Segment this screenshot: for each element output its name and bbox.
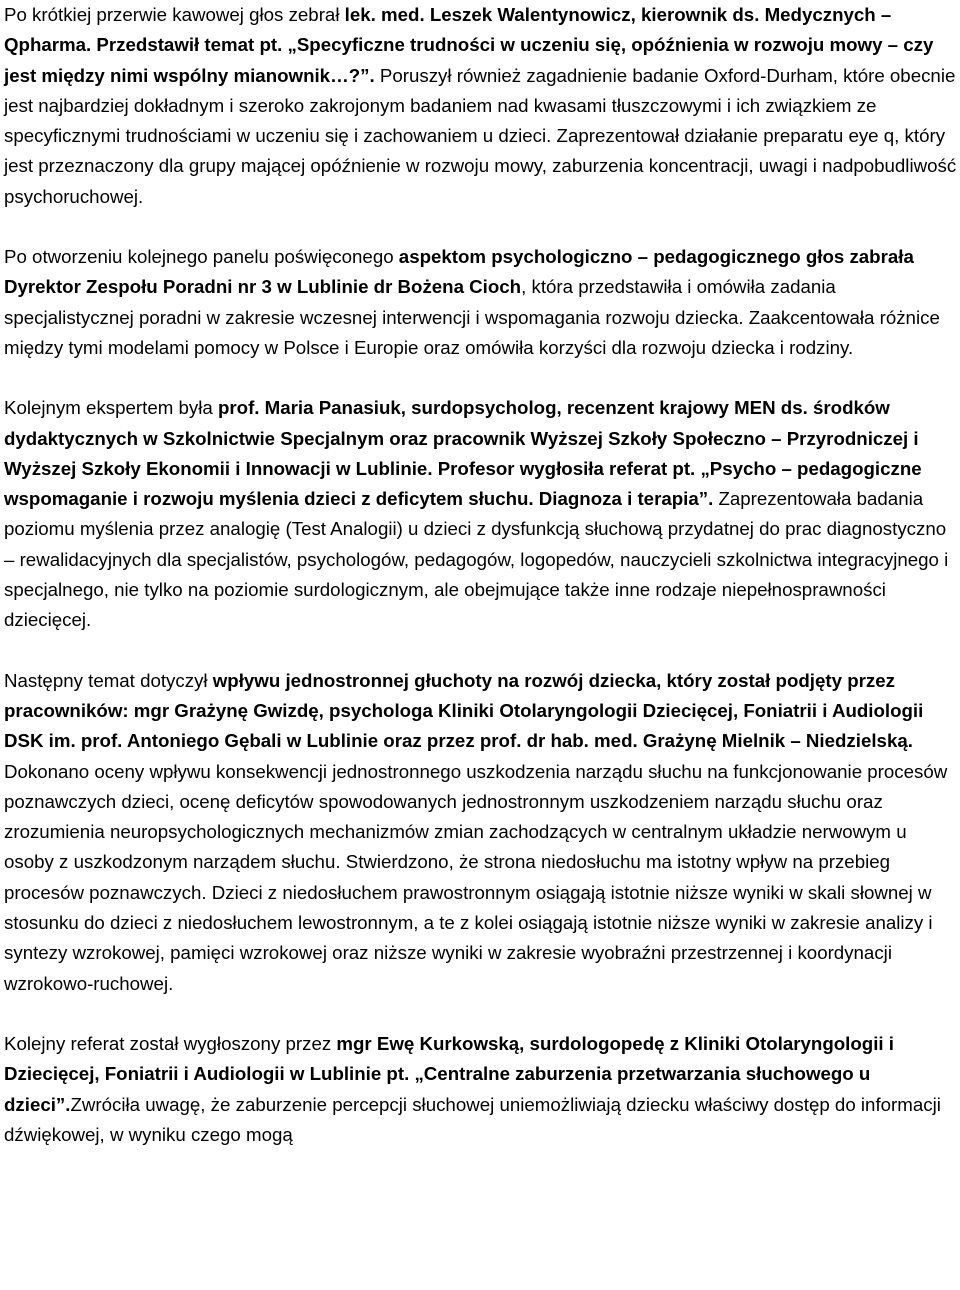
paragraph-text: Następny temat dotyczył — [4, 669, 213, 691]
speaker-and-topic-bold: lek. med. Leszek Walentynowicz, kierownik ds. Medycznych – Qpharma. Przedstawił temat pt. „Specyficzne trudności w uczeniu się, opóźnienia w rozwoju mowy – czy jest między nimi wspólny mianownik…?”. — [4, 4, 934, 86]
document-page — [4, 0, 959, 1180]
paragraph-auditory-processing — [4, 1029, 959, 1150]
paragraph-text: Zaprezentowała badania poziomu myślenia przez analogię (Test Analogii) u dzieci z dysfunkcją słuchową przydatnej do prac diagnostyczno – rewalidacyjnych dla specjalistów, psychologów, pedagogów, logopedów, nauczycieli szkolnictwa integracyjnego i specjalnego, nie tylko na poziomie surdologicznym, ale obejmujące także inne rodzaje niepełnosprawności dziecięcej. — [4, 488, 949, 631]
speaker-and-topic-bold: prof. Maria Panasiuk, surdopsycholog, recenzent krajowy MEN ds. środków dydaktycznych w Szkolnictwie Specjalnym oraz pracownik Wyższej Szkoły Społeczno – Przyrodniczej i Wyższej Szkoły Ekonomii i Innowacji w Lublinie. Profesor wygłosiła referat pt. „Psycho – pedagogiczne wspomaganie i rozwoju myślenia dzieci z deficytem słuchu. Diagnoza i terapia”. — [4, 397, 922, 510]
paragraph-text: Dokonano oceny wpływu konsekwencji jednostronnego uszkodzenia narządu słuchu na funkcjonowanie procesów poznawczych dzieci, ocenę deficytów spowodowanych jednostronnym uszkodzeniem narządu słuchu oraz zrozumienia neuropsychologicznych mechanizmów zmian zachodzących w centralnym układzie nerwowym u osoby z uszkodzonym narządem słuchu. Stwierdzono, że strona niedosłuchu ma istotny wpływ na przebieg procesów poznawczych. Dzieci z niedosłuchem prawostronnym osiągają istotnie niższe wyniki w skali słownej w stosunku do dzieci z niedosłuchem lewostronnym, a te z kolei osiągają istotnie niższe wyniki w zakresie analizy i syntezy wzrokowej, pamięci wzrokowej oraz niższe wyniki w zakresie wyobraźni przestrzennej i koordynacji wzrokowo-ruchowej. — [4, 760, 948, 994]
paragraph-text: Kolejnym ekspertem była — [4, 397, 218, 419]
paragraph-coffee-break-speaker — [4, 0, 959, 212]
speaker-and-topic-bold: wpływu jednostronnej głuchoty na rozwój dziecka, który został podjęty przez pracowników: mgr Grażynę Gwizdę, psychologa Kliniki Otolaryngologii Dziecięcej, Foniatrii i Audiologii DSK im. prof. Antoniego Gębali w Lublinie oraz przez prof. dr hab. med. Grażynę Mielnik – Niedzielską. — [4, 669, 924, 752]
paragraph-text: Po krótkiej przerwie kawowej głos zebrał — [4, 4, 345, 25]
paragraph-text: Po otworzeniu kolejnego panelu poświęconego — [4, 246, 399, 268]
paragraph-text: Poruszył również zagadnienie badanie Oxford-Durham, które obecnie jest najbardziej dokładnym i szeroko zakrojonym badaniem nad kwasami tłuszczowymi i ich związkiem ze specyficznymi trudnościami w uczeniu się i zachowaniem u dzieci. Zaprezentował działanie preparatu eye q, który jest przeznaczony dla grupy mającej opóźnienie w rozwoju mowy, zaburzenia koncentracji, uwagi i nadpobudliwość psychoruchowej. — [4, 64, 957, 207]
paragraph-unilateral-deafness — [4, 666, 959, 999]
speaker-and-topic-bold: aspektom psychologiczno – pedagogicznego głos zabrała Dyrektor Zespołu Poradni nr 3 w Lublinie dr Bożena Cioch — [4, 246, 914, 298]
paragraph-text: , która przedstawiła i omówiła zadania specjalistycznej poradni w zakresie wczesnej interwencji i wspomagania rozwoju dziecka. Zaakcentowała różnice między tymi modelami pomocy w Polsce i Europie oraz omówiła korzyści dla rozwoju dziecka i rodziny. — [4, 276, 940, 358]
speaker-and-topic-bold: mgr Ewę Kurkowską, surdologopedę z Kliniki Otolaryngologii i Dziecięcej, Foniatrii i Audiologii w Lublinie pt. „Centralne zaburzenia przetwarzania słuchowego u dzieci”. — [4, 1032, 894, 1115]
paragraph-text: Kolejny referat został wygłoszony przez — [4, 1032, 337, 1054]
paragraph-prof-panasiuk — [4, 393, 959, 635]
paragraph-psychological-panel — [4, 242, 959, 363]
paragraph-text: Zwróciła uwagę, że zaburzenie percepcji słuchowej uniemożliwiają dziecku właściwy dostęp do informacji dźwiękowej, w wyniku czego mogą — [4, 1093, 941, 1145]
